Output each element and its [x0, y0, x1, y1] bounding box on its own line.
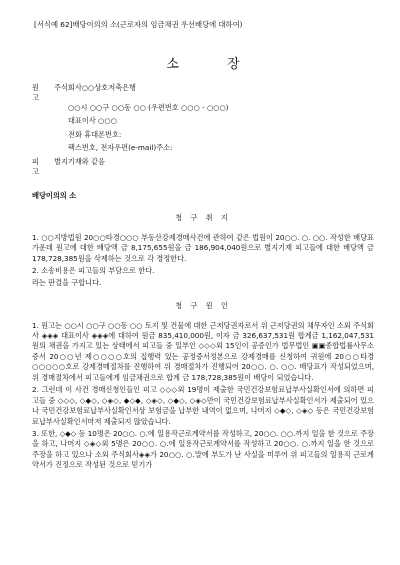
- form-title: [서식예 62]배당이의의 소(근로자의 임금채권 우선배당에 대하여): [34, 20, 243, 29]
- cause-section: [32, 321, 374, 471]
- claim-item-1: 1. ○○지방법원 20○○타경○○○ 부동산강제경매사건에 관하여 같은 법원이 20○○. ○. ○○. 작성한 배당표 가운데 원고에 대한 배당액 금 8,175,655원을 금 186,904,040원으로 별지기재 피고들에 대한 배당액 금 178,728,385원을 삭제하는 것으로 각 경정한다.: [32, 232, 374, 263]
- plaintiff-name: 주식회사○○상호저축은행: [54, 83, 136, 93]
- defendant-row: [32, 157, 374, 176]
- claim-heading: 청 구 취 지: [175, 212, 231, 222]
- plaintiff-fax-email: 팩스번호, 전자우편(e-mail)주소:: [68, 143, 173, 153]
- cause-item-1: 1. 원고는 ○○시 ○○구 ○○동 ○○ 토지 및 건물에 대한 근저당권자로서 위 근저당권의 채무자인 소외 주식회사 ◈◈◈ 대표이사 ◈◈◈에 대하여 원금 835,410,000원, 이자 금 326,637,531원 합계금 1,162,047,531원의 채권을 가지고 있는 상태에서 피고들 중 일부인 ◇◇◇외 15인이 공증인가 법무법인 ▣▣종합법률사무소 증서 20○○년 제○○○○호의 집행력 있는 공정증서정본으로 강제경매를 신청하여 귀원에 20○○타경○○○○○호로 강제경매절차를 진행하여 위 경매절차가 진행되어 20○○. ○. ○○. 배당표가 작성되었으며, 위 경매절차에서 피고들에게 임금채권으로 합계 금 178,728,385원이 배당이 되었습니다.: [32, 320, 374, 382]
- plaintiff-fax-email-row: [32, 143, 374, 157]
- claim-item-2: 2. 소송비용은 피고들의 부담으로 한다.: [32, 266, 155, 276]
- defendant-description: 별지기재와 같음: [54, 156, 105, 166]
- plaintiff-row: [32, 83, 374, 102]
- plaintiff-representative-row: [32, 116, 374, 130]
- claim-section: [32, 233, 374, 289]
- defendant-role-label: 피 고: [32, 156, 47, 176]
- cause-heading: 청 구 원 인: [175, 300, 231, 310]
- parties-block: [32, 83, 374, 176]
- case-name: 배당이의의 소: [32, 191, 77, 201]
- plaintiff-address-row: [32, 103, 374, 117]
- plaintiff-representative: 대표이사 ○○○: [68, 116, 117, 126]
- plaintiff-phone-row: [32, 130, 374, 144]
- claim-closing: 라는 판결을 구합니다.: [32, 278, 102, 288]
- plaintiff-address: ○○시 ○○구 ○○동 ○○ (우편번호 ○○○ - ○○○): [68, 102, 229, 112]
- cause-item-3: 3. 또한, ◇◆◇ 등 10명은 20○○. ○.에 일용작근로계약서를 작성하고, 20○○. ○○.까지 일을 한 것으로 주장을 하고, 나머지 ◇◈◇외 5명은 20○○. ○.에 일용작근로계약서를 작성하고 20○○. ○.까지 일을 한 것으로 주장을 하고 있으나 소외 주식회사◈◈가 20○○. ○.말에 부도가 난 사실을 미루어 위 피고들의 일용직 근로계약서가 진정으로 작성된 것으로 믿기가: [32, 428, 374, 470]
- document-title: 소 장: [166, 56, 240, 72]
- plaintiff-role-label: 원 고: [32, 83, 47, 103]
- cause-item-2: 2. 그런데 이 사건 경매신청인들인 피고 ◇◇◇외 19명이 제출한 국민건강보험료납부사실확인서에 의하면 피고들 중 ◇◇◇, ◇◆◇, ◇◈◇, ◆◇◆, ◇◈◇, ◇◆◇, ◇◈◇만이 국민건강보험료납부사실확인서가 제출되어 있으나 국민건강보험료납부사실확인서상 보험금을 납부한 내역이 없으며, 나머지 ◇◆◇, ◇◈◇ 등은 국민건강보험료납부사실확인서마저 제출되지 않았습니다.: [32, 385, 374, 426]
- plaintiff-phone: 전화 휴대폰번호:: [68, 129, 122, 139]
